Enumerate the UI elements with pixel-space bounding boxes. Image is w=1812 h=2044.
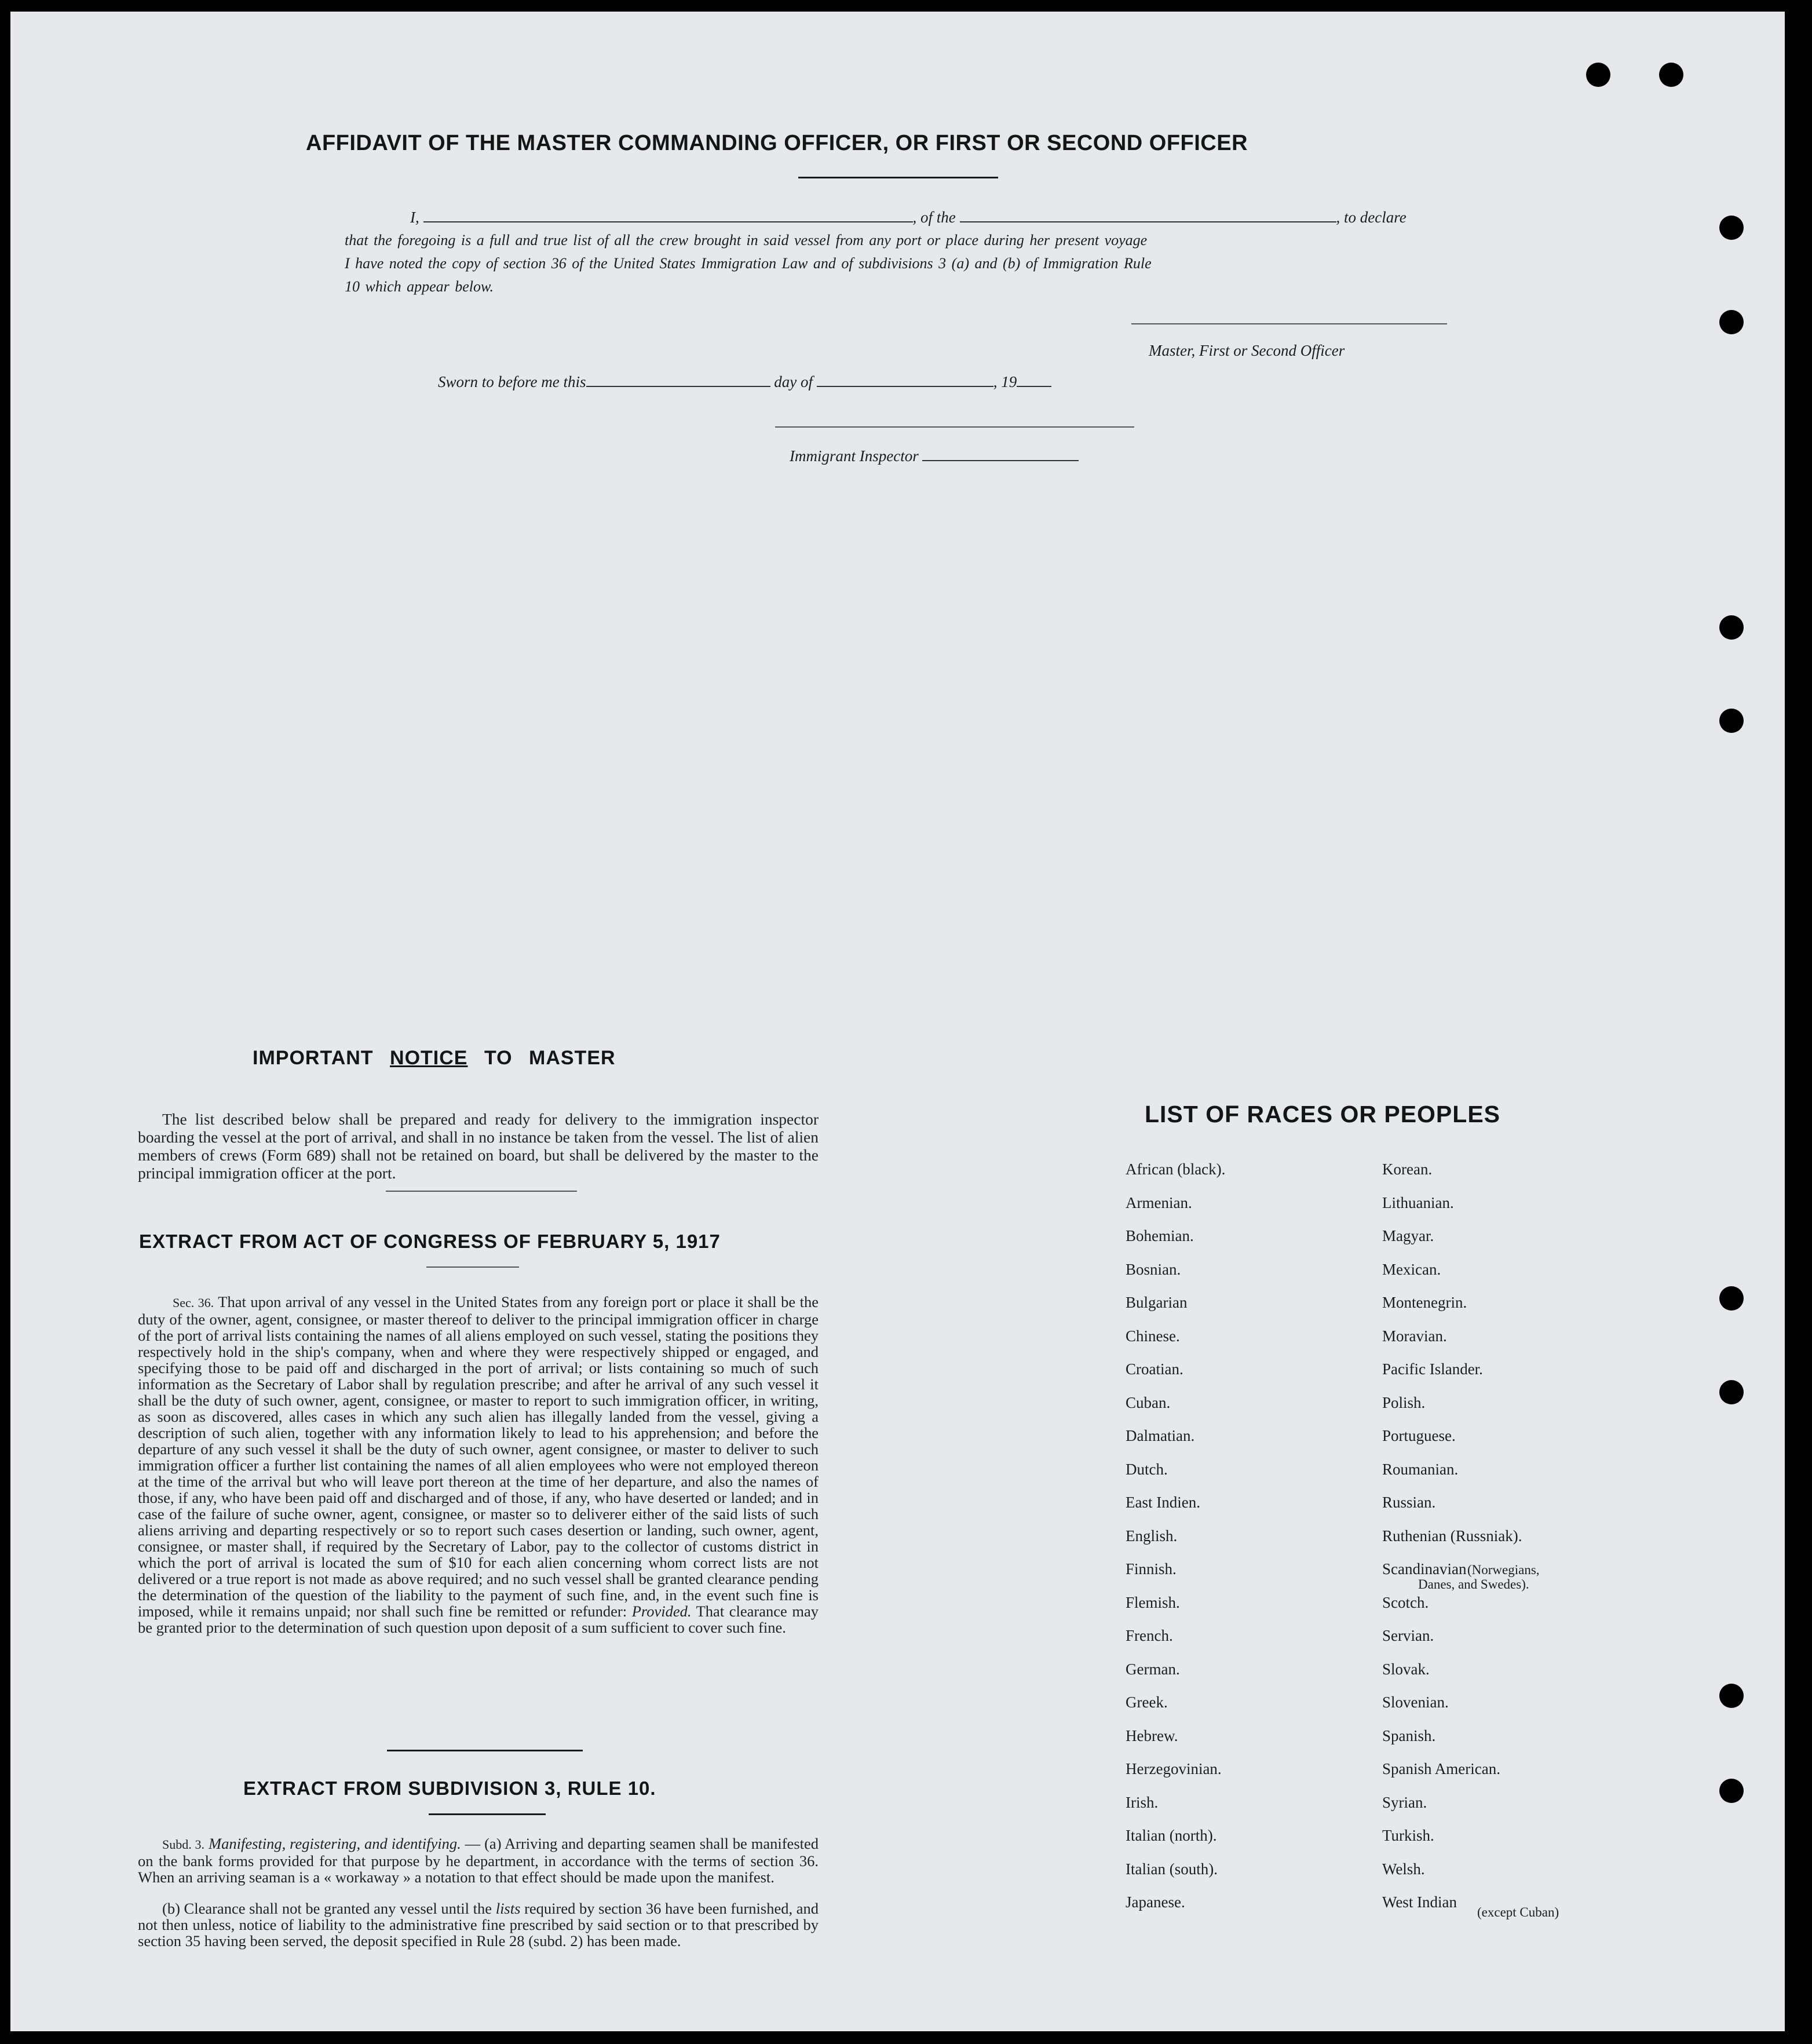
race-item: Spanish. [1382,1727,1436,1744]
race-item: Bulgarian [1126,1294,1188,1311]
to-declare-label: , to declare [1336,209,1407,226]
subd-title: Manifesting, registering, and identifying. [209,1835,461,1852]
affidavit-line-4: 10 which appear below. [345,278,494,295]
punch-hole [1719,1380,1744,1404]
extract-rule-title: EXTRACT FROM SUBDIVISION 3, RULE 10. [243,1777,656,1799]
race-item: Hebrew. [1126,1727,1178,1744]
notice-text: The list described below shall be prepared and ready for delivery to the immigration inspector boarding the vessel at the port of arrival, and shall in no instance be taken from the vessel. The list of alien members of crews (Form 689) shall not be retained on board, but shall be delivered by the master to the principal immigration officer at the port. [138,1110,819,1182]
race-item: Dutch. [1126,1460,1168,1478]
year-label: , 19 [993,373,1017,390]
race-item: Spanish American. [1382,1760,1500,1777]
year-blank[interactable] [1017,373,1051,387]
punch-hole [1719,1684,1744,1708]
race-item: Scandinavian [1382,1560,1467,1578]
notice-word-4: MASTER [529,1047,616,1069]
affidavit-title: AFFIDAVIT OF THE MASTER COMMANDING OFFICER, OR FIRST OR SECOND OFFICER [306,131,1248,155]
extract-rule-text-b [138,1900,819,1949]
race-item: Russian. [1382,1494,1436,1511]
sec-36-text-end: That clearance may be granted prior to the determination of such question upon deposit of a sum sufficient to cover such fine. [138,1603,819,1636]
punch-hole [1719,1779,1744,1803]
affidavit-line-3: I have noted the copy of section 36 of the United States Immigration Law and of subdivisions 3 (a) and (b) of Immigration Rule [345,255,1152,272]
extract-act-divider [387,1750,583,1751]
provided-word: Provided. [631,1603,692,1620]
vessel-blank[interactable] [960,209,1336,222]
race-item: Lithuanian. [1382,1193,1454,1211]
subd-text-a: — (a) Arriving and departing seamen shall be manifested on the bank forms provided for that purpose by he department, in accordance with the terms of section 36. When an arriving seaman is a « workaway » a notation to that effect should be made upon the manifest. [138,1835,819,1886]
race-item: Japanese. [1126,1893,1185,1911]
notice-title [253,1047,616,1070]
notice-divider [386,1191,577,1192]
extract-rule-underline [429,1813,546,1815]
race-item: African (black). [1126,1160,1226,1178]
title-underline [798,177,998,178]
race-item: Scotch. [1382,1593,1429,1611]
race-item: Roumanian. [1382,1460,1459,1478]
race-item: Flemish. [1126,1593,1180,1611]
punch-hole [1719,709,1744,733]
west-indian-note: (except Cuban) [1477,1905,1559,1919]
race-item: Montenegrin. [1382,1294,1467,1311]
race-item: Italian (north). [1126,1827,1217,1844]
notice-word-3: TO [484,1047,513,1069]
punch-hole [1719,216,1744,240]
race-item: Slovak. [1382,1660,1430,1678]
inspector-blank[interactable] [922,447,1079,461]
inspector-signature-line[interactable] [775,426,1134,428]
punch-hole [1586,63,1610,87]
sworn-line [438,373,1051,391]
race-item: Herzegovinian. [1126,1760,1222,1777]
race-item: Greek. [1126,1693,1168,1711]
race-item: Welsh. [1382,1860,1425,1878]
extract-act-text [138,1294,819,1636]
race-item: Servian. [1382,1627,1434,1644]
of-the-label: , of the [912,209,956,226]
inspector-label: Immigrant Inspector [790,447,919,465]
race-item: Pacific Islander. [1382,1360,1483,1378]
race-item: Irish. [1126,1793,1159,1811]
document-page [10,12,1785,2031]
race-item: Turkish. [1382,1827,1434,1844]
notice-word-1: IMPORTANT [253,1047,374,1069]
race-item: Korean. [1382,1160,1433,1178]
races-title: LIST OF RACES OR PEOPLES [1145,1101,1501,1127]
race-item: Magyar. [1382,1227,1434,1244]
race-item: Italian (south). [1126,1860,1218,1878]
race-item: Finnish. [1126,1560,1177,1578]
race-item: East Indien. [1126,1494,1200,1511]
subd-text-b-2: required by section 36 have been furnished, and not then unless, notice of liability to the administrative fine prescribed by said section or to that prescribed by section 35 having been served, the deposit specified in Rule 28 (subd. 2) has been made. [138,1900,819,1950]
scandinavian-note-2: Danes, and Swedes). [1418,1577,1529,1592]
subd-text-b-lists: lists [495,1900,521,1917]
extract-act-title: EXTRACT FROM ACT OF CONGRESS OF FEBRUARY 5, 1917 [139,1231,721,1252]
inspector-line [790,447,1079,465]
subd-text-b-1: (b) Clearance shall not be granted any vessel until the [162,1900,492,1917]
punch-hole [1719,615,1744,640]
race-item: Chinese. [1126,1327,1180,1345]
sec-label: Sec. 36. [173,1295,214,1310]
race-item: Bosnian. [1126,1260,1181,1278]
race-item: Croatian. [1126,1360,1183,1378]
sec-36-text: That upon arrival of any vessel in the United States from any foreign port or place it shall be the duty of the owner, agent, consignee, or master thereof to deliver to the principal immigration officer in charge of the port of arrival lists containing the names of all aliens employed on such vessel, stating the positions they respectively hold in the ship's company, when and where they were respectively shipped or engaged, and specifying those to be paid off and discharged in the port of arrival; or lists containing so much of such information as the Secretary of Labor shall by regulation prescribe; and after he arrival of any such vessel it shall be the duty of such owner, agent, consignee, or master to report to such immigration officer, in writing, as soon as discovered, alles cases in which any such alien has illegally landed from the vessel, giving a description of such alien, together with any information likely to lead to his apprehension; and before the departure of any such vessel it shall be the duty of such owner, agent consignee, or master to deliver to such immigration officer a further list containing the names of all alien employees who were not employed thereon at the time of the arrival but who will leave port thereon at the time of her departure, and also the names of those, if any, who have been paid off and discharged and of those, if any, who have deserted or landed; and in case of the failure of suche owner, agent, consignee, or master so to deliverer either of the said lists of such aliens arriving and departing respectively or so to report such cases desertion or landing, such owner, agent, consignee, or master shall, if required by the Secretary of Labor, pay to the collector of customs district in which the port of arrival is located the sum of $10 for each alien concerning whom correct lists are not delivered or a true report is not made as above required; and no such vessel shall be granted clearance pending the determination of the question of the liability to the payment of such fine, and, in the event such fine is imposed, while it remains unpaid; nor shall such fine be remitted or refunder: [138,1293,819,1620]
race-item: Dalmatian. [1126,1427,1195,1444]
race-item: French. [1126,1627,1173,1644]
master-label: Master, First or Second Officer [1149,342,1345,359]
name-blank[interactable] [423,209,913,222]
sworn-label: Sworn to before me this [438,373,586,390]
punch-hole [1659,63,1683,87]
subd-label: Subd. 3. [162,1837,205,1852]
race-item: Mexican. [1382,1260,1441,1278]
affidavit-line-2: that the foregoing is a full and true list of all the crew brought in said vessel from any port or place during her present voyage [345,232,1148,249]
race-item: Polish. [1382,1393,1426,1411]
race-item: Armenian. [1126,1193,1192,1211]
punch-hole [1719,310,1744,334]
race-item: Ruthenian (Russniak). [1382,1527,1522,1545]
master-signature-line[interactable] [1131,323,1447,324]
day-blank[interactable] [586,373,770,387]
affidavit-line-1 [410,209,1407,227]
extract-act-underline [426,1266,519,1268]
race-item: Slovenian. [1382,1693,1449,1711]
race-item: English. [1126,1527,1178,1545]
scandinavian-note-1: (Norwegians, [1467,1563,1540,1577]
month-blank[interactable] [817,373,993,387]
day-of-label: day of [774,373,813,390]
notice-word-2: NOTICE [390,1047,468,1069]
race-item: German. [1126,1660,1180,1678]
extract-rule-text-a [138,1835,819,1885]
race-item: Portuguese. [1382,1427,1456,1444]
race-item: Cuban. [1126,1393,1171,1411]
race-item: Syrian. [1382,1793,1427,1811]
i-label: I, [410,209,419,226]
race-item: Moravian. [1382,1327,1447,1345]
race-item: Bohemian. [1126,1227,1194,1244]
punch-hole [1719,1286,1744,1311]
race-item: West Indian [1382,1893,1457,1911]
